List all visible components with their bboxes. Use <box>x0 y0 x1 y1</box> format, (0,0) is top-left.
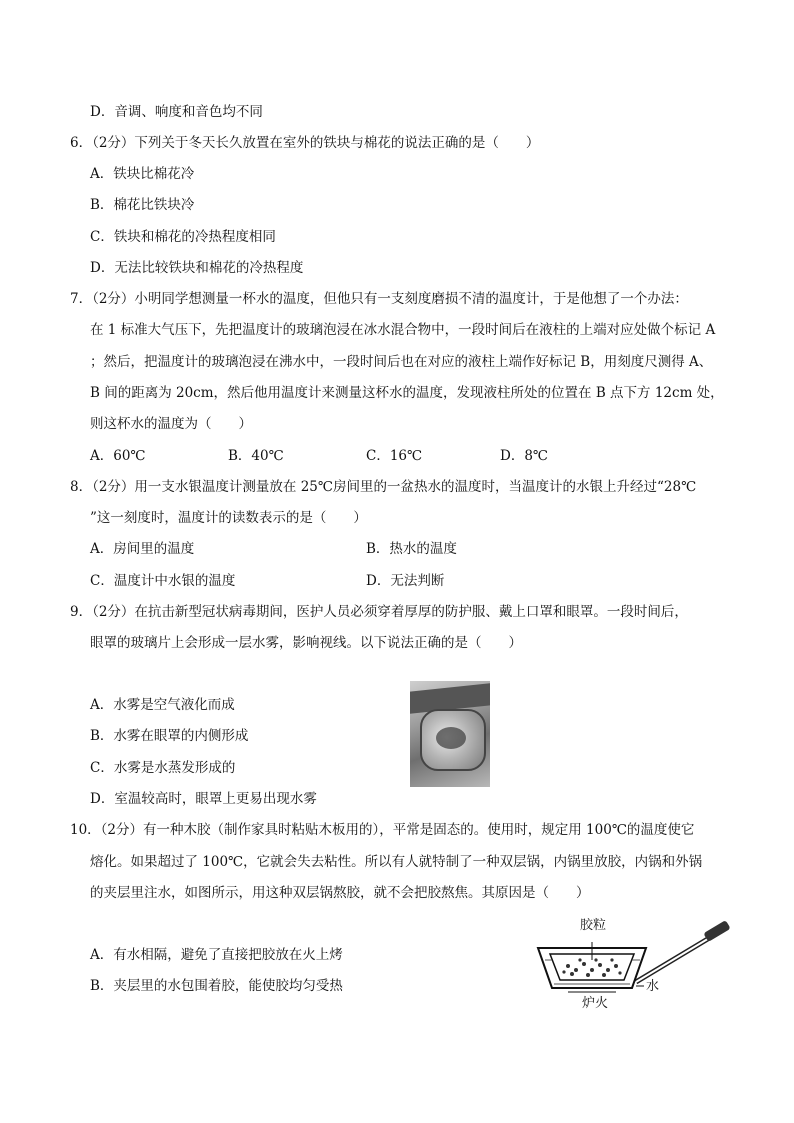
question-9-stem-line1: 9．（2分）在抗击新型冠状病毒期间，医护人员必须穿着厚厚的防护服、戴上口罩和眼罩。一段时间后， <box>70 604 688 620</box>
question-6-option-a: A．铁块比棉花冷 <box>90 166 195 182</box>
question-7-option-c: C．16℃ <box>366 448 423 464</box>
question-10-option-b: B．夹层里的水包围着胶，能使胶均匀受热 <box>90 978 343 994</box>
question-7-stem-line1: 7．（2分）小明同学想测量一杯水的温度，但他只有一支刻度磨损不清的温度计，于是他想了一个办法： <box>70 291 688 307</box>
question-7-stem-line4: B 间的距离为 20cm，然后他用温度计来测量这杯水的温度，发现液柱所处的位置在 B 点下方 12cm 处， <box>90 385 724 401</box>
question-6-stem: 6．（2分）下列关于冬天长久放置在室外的铁块与棉花的说法正确的是（ ） <box>70 135 540 151</box>
question-7-option-b: B．40℃ <box>228 448 284 464</box>
question-8-option-b: B．热水的温度 <box>366 541 457 557</box>
question-8-option-c: C．温度计中水银的温度 <box>90 573 236 589</box>
water-label: 水 <box>646 979 660 994</box>
question-8-stem-line1: 8．（2分）用一支水银温度计测量放在 25℃房间里的一盆热水的温度时，当温度计的水银上升经过“28℃ <box>70 479 697 495</box>
question-10-stem-line1: 10．（2分）有一种木胶（制作家具时粘贴木板用的），平常是固态的。使用时，规定用 100℃的温度使它 <box>70 822 695 838</box>
question-9-option-d: D．室温较高时，眼罩上更易出现水雾 <box>90 791 317 807</box>
question-9-option-a: A．水雾是空气液化而成 <box>90 697 235 713</box>
question-7-stem-line5: 则这杯水的温度为（ ） <box>90 416 252 432</box>
question-10-stem-line3: 的夹层里注水，如图所示，用这种双层锅熬胶，就不会把胶熬焦。其原因是（ ） <box>90 885 590 901</box>
question-8-stem-line2: ”这一刻度时，温度计的读数表示的是（ ） <box>90 510 367 526</box>
question-9-option-c: C．水雾是水蒸发形成的 <box>90 760 236 776</box>
question-9-option-b: B．水雾在眼罩的内侧形成 <box>90 728 249 744</box>
question-10-stem-line2: 熔化。如果超过了 100℃，它就会失去粘性。所以有人就特制了一种双层锅，内锅里放胶，内锅和外锅 <box>90 854 703 870</box>
double-pot-diagram <box>528 920 738 1020</box>
question-9-stem-line2: 眼罩的玻璃片上会形成一层水雾，影响视线。以下说法正确的是（ ） <box>90 635 522 651</box>
question-7-option-d: D．8℃ <box>500 448 549 464</box>
question-6-option-c: C．铁块和棉花的冷热程度相同 <box>90 229 276 245</box>
question-8-option-a: A．房间里的温度 <box>90 541 195 557</box>
question-10-option-a: A．有水相隔，避免了直接把胶放在火上烤 <box>90 947 343 963</box>
goggles-photo <box>410 681 490 787</box>
glue-label: 胶粒 <box>580 918 607 933</box>
q5-option-d: D．音调、响度和音色均不同 <box>90 104 263 120</box>
fire-label: 炉火 <box>582 996 609 1011</box>
question-8-option-d: D．无法判断 <box>366 573 445 589</box>
question-6-option-b: B．棉花比铁块冷 <box>90 197 195 213</box>
question-6-option-d: D．无法比较铁块和棉花的冷热程度 <box>90 260 304 276</box>
question-7-stem-line3: ；然后，把温度计的玻璃泡浸在沸水中，一段时间后也在对应的液柱上端作好标记 B，用刻度尺测得 A、 <box>90 354 713 370</box>
question-7-stem-line2: 在 1 标准大气压下，先把温度计的玻璃泡浸在冰水混合物中，一段时间后在液柱的上端对应处做个标记 A <box>90 322 716 338</box>
question-7-option-a: A．60℃ <box>90 448 146 464</box>
